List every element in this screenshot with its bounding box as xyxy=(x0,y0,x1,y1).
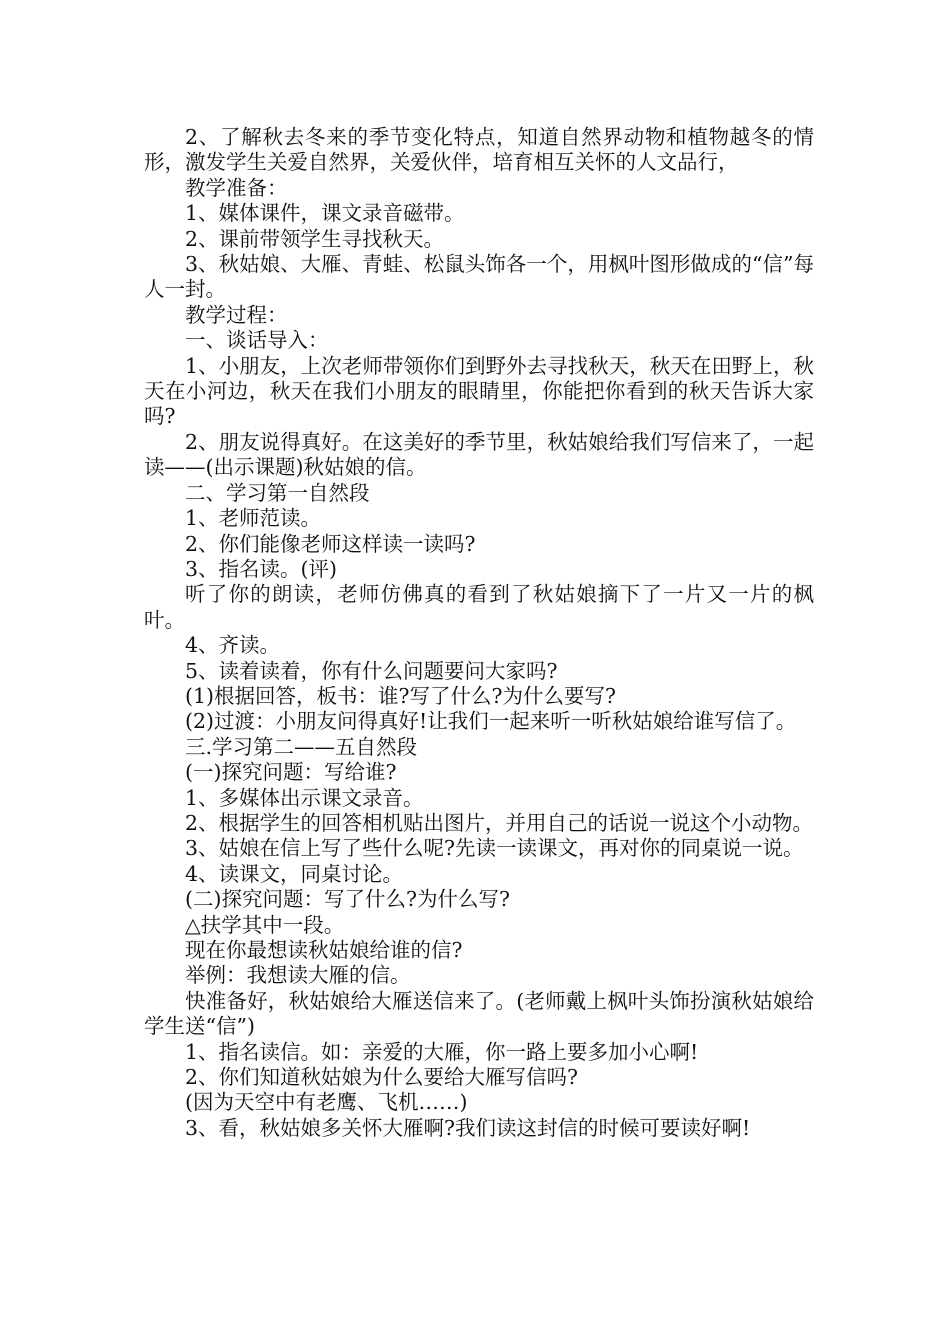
paragraph: 教学准备： xyxy=(185,175,288,200)
document-body xyxy=(144,125,814,1141)
paragraph: 2、你们能像老师这样读一读吗? xyxy=(185,531,476,556)
paragraph: 现在你最想读秋姑娘给谁的信? xyxy=(185,938,463,962)
paragraph: (2)过渡：小朋友问得真好!让我们一起来听一听秋姑娘给谁写信了。 xyxy=(185,709,797,734)
paragraph: 3、秋姑娘、大雁、青蛙、松鼠头饰各一个，用枫叶图形做成的“信”每人一封。 xyxy=(144,252,814,302)
paragraph: 2、了解秋去冬来的季节变化特点，知道自然界动物和植物越冬的情形，激发学生关爱自然界，关爱伙伴，培育相互关怀的人文品行， xyxy=(144,125,814,175)
paragraph: 1、老师范读。 xyxy=(185,506,322,531)
paragraph: 3、看，秋姑娘多关怀大雁啊?我们读这封信的时候可要读好啊! xyxy=(185,1115,751,1140)
paragraph: (二)探究问题：写了什么?为什么写? xyxy=(185,887,510,912)
paragraph: 4、读课文，同桌讨论。 xyxy=(185,861,404,886)
paragraph: (一)探究问题：写给谁? xyxy=(185,760,397,785)
paragraph: 3、指名读。(评) xyxy=(185,556,338,581)
paragraph: 1、指名读信。如：亲爱的大雁，你一路上要多加小心啊! xyxy=(185,1039,699,1064)
paragraph: 5、读着读着，你有什么问题要问大家吗? xyxy=(185,658,558,683)
paragraph: 3、姑娘在信上写了些什么呢?先读一读课文，再对你的同桌说一说。 xyxy=(185,836,804,861)
paragraph: 一、谈话导入： xyxy=(185,328,329,353)
paragraph: △扶学其中一段。 xyxy=(185,912,345,937)
paragraph: 教学过程： xyxy=(185,302,288,327)
paragraph: 2、朋友说得真好。在这美好的季节里，秋姑娘给我们写信来了，一起读——(出示课题)秋姑娘的信。 xyxy=(144,429,814,480)
paragraph: 二、学习第一自然段 xyxy=(185,480,370,505)
paragraph: (1)根据回答，板书：谁?写了什么?为什么要写? xyxy=(185,683,617,708)
paragraph: 4、齐读。 xyxy=(185,633,281,658)
paragraph: 1、媒体课件，课文录音磁带。 xyxy=(185,201,465,226)
paragraph: 听了你的朗读，老师仿佛真的看到了秋姑娘摘下了一片又一片的枫叶。 xyxy=(144,582,814,632)
paragraph: 快准备好，秋姑娘给大雁送信来了。(老师戴上枫叶头饰扮演秋姑娘给学生送“信”) xyxy=(144,988,814,1039)
paragraph: 举例：我想读大雁的信。 xyxy=(185,963,411,988)
paragraph: 三.学习第二——五自然段 xyxy=(185,734,418,759)
paragraph: 2、根据学生的回答相机贴出图片，并用自己的话说一说这个小动物。 xyxy=(185,810,814,835)
paragraph: 1、小朋友，上次老师带领你们到野外去寻找秋天，秋天在田野上，秋天在小河边，秋天在我们小朋友的眼睛里，你能把你看到的秋天告诉大家吗? xyxy=(144,353,814,429)
paragraph: 2、课前带领学生寻找秋天。 xyxy=(185,226,445,251)
paragraph: (因为天空中有老鹰、飞机……) xyxy=(185,1090,468,1115)
paragraph: 2、你们知道秋姑娘为什么要给大雁写信吗? xyxy=(185,1065,579,1090)
paragraph: 1、多媒体出示课文录音。 xyxy=(185,785,424,810)
